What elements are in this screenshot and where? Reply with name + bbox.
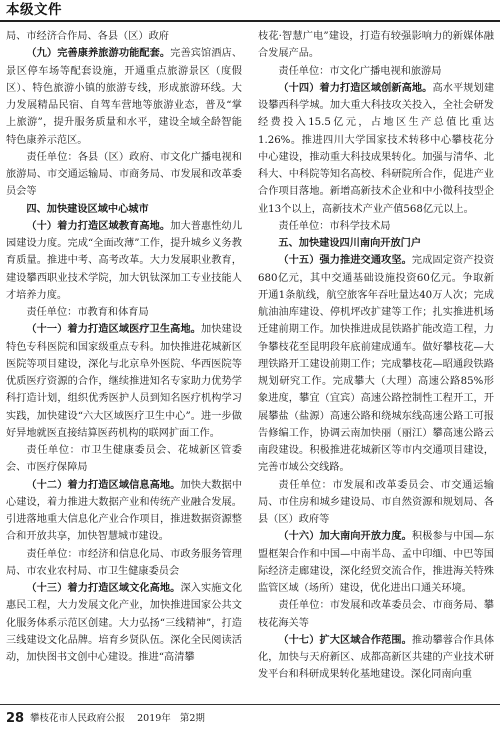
item-text: 完善宾馆酒店、景区停车场等配套设施，开通重点旅游景区（度假区）、特色旅游小镇的旅游专线，形成旅游环线。大力发展精品民宿、自驾车营地等旅游业态，普及“掌上旅游”，提升服务质量和水平，建设全域全龄智能特色康养示范区。 <box>6 48 242 146</box>
paragraph <box>258 80 494 218</box>
section-heading: 四、加快建设区域中心城市 <box>26 203 149 215</box>
publication-info <box>30 712 205 726</box>
page-footer <box>0 704 500 732</box>
item-heading: （十一）着力打造区域医疗卫生高地。 <box>26 323 201 336</box>
responsible-units: 责任单位：各县（区）政府、市文化广播电视和旅游局、市交通运输局、市商务局、市发展和改革委员会等 <box>6 151 242 198</box>
page-number: 28 <box>6 711 25 726</box>
item-text: 推动攀蓉合作具体化，加快与天府新区、成都高新区共建的产业技术研发平台和科研成果转化基地建设。深化同南向重 <box>258 634 494 681</box>
responsible-units: 责任单位：市发展和改革委员会、市交通运输局、市住房和城乡建设局、市自然资源和规划局、各县（区）政府等 <box>258 479 494 525</box>
item-text: 深入实施文化惠民工程，大力发展文化产业，加快推进国家公共文化服务体系示范区创建。大力弘扬“三线精神”，打造三线建设文化品牌。培育乡贤队伍。深化全民阅读活动，加快图书文创中心建设。推进“高清攀 <box>6 583 242 663</box>
item-heading: （九）完善康养旅游功能配套。 <box>26 47 171 60</box>
paragraph: 局、市经济合作局、各县（区）政府 <box>6 31 169 42</box>
paragraph <box>6 477 242 546</box>
paragraph <box>258 528 494 597</box>
responsible-units: 责任单位：市卫生健康委员会、花城新区管委会、市医疗保障局 <box>6 445 242 474</box>
item-text: 积极参与中国—东盟框架合作和中国—中南半岛、孟中印缅、中巴等国际经济走廊建设，深化经贸交流合作，推进海关特殊监管区域（场所）建设，优化进出口通关环境。 <box>258 531 494 594</box>
left-column <box>6 28 242 698</box>
paragraph <box>6 45 242 149</box>
responsible-units: 责任单位：市经济和信息化局、市政务服务管理局、市农业农村局、市卫生健康委员会 <box>6 548 242 577</box>
responsible-units: 责任单位：市发展和改革委员会、市商务局、攀枝花海关等 <box>258 600 494 629</box>
publication-issue: 第2期 <box>179 713 205 724</box>
page-header <box>0 0 500 22</box>
item-heading: （十四）着力打造区域创新高地。 <box>278 81 433 94</box>
publication-name: 攀枝花市人民政府公报 <box>30 713 126 724</box>
item-heading: （十五）强力推进交通攻坚。 <box>278 254 412 267</box>
paragraph <box>258 252 494 476</box>
item-text: 高水平规划建设攀西科学城。加大重大科技攻关投入，全社会研发经费投入15.5亿元，占地区生产总值比重达1.26%。推进四川大学国家技术转移中心攀枝花分中心建设，推动重大科技成果转化。加强与清华、北科大、中科院等知名高校、科研院所合作，促进产业合作项目落地。新增高新技术企业和中小微科技型企业13个以上，高新技术产业产值568亿元以上。 <box>258 82 494 215</box>
item-text: 加快建设特色专科医院和国家级重点专科。加快推进花城新区医院等项目建设，深化与北京阜外医院、华西医院等优质医疗资源的合作，继续推进知名专家助力优势学科打造计划，组织优秀医护人员到知名医疗机构学习实践，加快建设“六大区域医疗卫生中心”。进一步做好异地就医直接结算医药机构的联网扩面工作。 <box>6 324 242 439</box>
item-heading: （十三）着力打造区域文化高地。 <box>26 582 181 594</box>
item-text: 完成固定资产投资680亿元，其中交通基础设施投资60亿元。争取新开通1条航线，航空旅客年吞吐量达40万人次；完成航油油库建设、停机坪改扩建等工作；扎实推进机场迁建前期工作。加快推进成昆铁路扩能改造工程，力争攀枝花至昆明段年底前建成通车。做好攀枝花—大理铁路开工建设前期工作；完成攀枝花—昭通段铁路规划研究工作。完成攀大（大理）高速公路85%形象进度，攀宜（宜宾）高速公路控制性工程开工，开展攀盐（盐源）高速公路和绕城东线高速公路工可报告修编工作，协调云南加快丽（丽江）攀高速公路云南段建设。积极推进花城新区等市内交通项目建设，完善市域公交线路。 <box>258 255 494 474</box>
publication-year: 2019年 <box>137 713 171 724</box>
item-heading: （十六）加大南向开放力度。 <box>278 530 412 543</box>
responsible-units: 责任单位：市科学技术局 <box>278 220 391 232</box>
paragraph <box>258 632 494 684</box>
responsible-units: 责任单位：市文化广播电视和旅游局 <box>278 65 442 77</box>
responsible-units: 责任单位：市教育和体育局 <box>26 307 149 318</box>
footer-rule <box>0 704 500 705</box>
paragraph <box>6 580 242 666</box>
item-heading: （十）着力打造区域教育高地。 <box>26 219 171 232</box>
section-title: 本级文件 <box>6 2 62 18</box>
paragraph: 枝花·智慧广电”建设，打造有较强影响力的新媒体融合发展产品。 <box>258 31 494 60</box>
item-text: 加大普惠性幼儿园建设力度。完成“全面改薄”工作，提升城乡义务教育质量。推进中考、高考改革。大力发展职业教育，建设攀西职业技术学院，加大钒钛深加工专业技能人才培养力度。 <box>6 220 242 301</box>
header-rule <box>0 20 500 22</box>
paragraph <box>6 321 242 442</box>
paragraph <box>6 218 242 304</box>
item-heading: （十二）着力打造区域信息高地。 <box>26 478 181 491</box>
item-heading: （十七）扩大区域合作范围。 <box>278 633 412 646</box>
right-column <box>258 28 494 698</box>
section-heading: 五、加快建设四川南向开放门户 <box>278 238 422 249</box>
item-text: 加快大数据中心建设，着力推进大数据产业和传统产业融合发展。引进落地重大信息化产业合作项目，推进数据资源整合和开放共享，加快智慧城市建设。 <box>6 479 242 543</box>
